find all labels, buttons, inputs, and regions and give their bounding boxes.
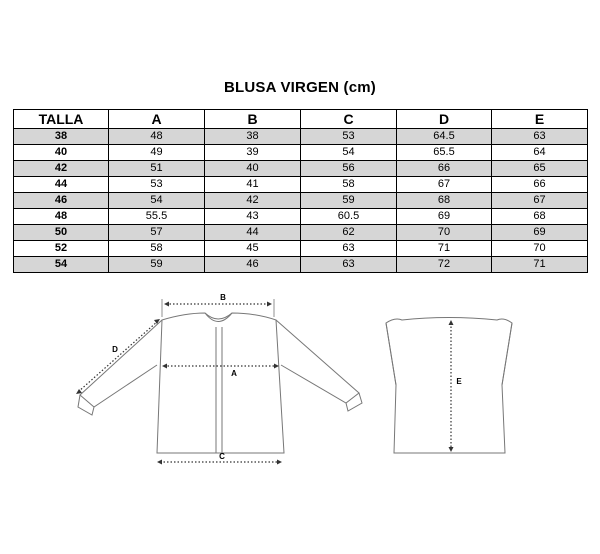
cell-a: 48 [109, 129, 205, 145]
cell-e: 65 [492, 161, 588, 177]
table-row [14, 129, 588, 145]
cell-d: 65.5 [397, 145, 492, 161]
cell-e: 71 [492, 257, 588, 273]
cell-a: 59 [109, 257, 205, 273]
cell-talla: 46 [14, 193, 109, 209]
cell-c: 59 [301, 193, 397, 209]
cell-a: 58 [109, 241, 205, 257]
cell-talla: 42 [14, 161, 109, 177]
cell-e: 63 [492, 129, 588, 145]
cell-e: 68 [492, 209, 588, 225]
table-row [14, 161, 588, 177]
cell-d: 71 [397, 241, 492, 257]
cell-b: 38 [205, 129, 301, 145]
cell-d: 67 [397, 177, 492, 193]
header-talla: TALLA [14, 110, 109, 129]
cell-a: 53 [109, 177, 205, 193]
cell-c: 53 [301, 129, 397, 145]
cell-b: 41 [205, 177, 301, 193]
cell-b: 44 [205, 225, 301, 241]
label-d: D [112, 345, 118, 354]
cell-talla: 52 [14, 241, 109, 257]
measure-d-line [78, 321, 158, 392]
cell-talla: 38 [14, 129, 109, 145]
size-table [13, 109, 588, 273]
header-a: A [109, 110, 205, 129]
cell-d: 68 [397, 193, 492, 209]
cell-e: 67 [492, 193, 588, 209]
blouse-front-drawing [78, 313, 362, 453]
cell-d: 64.5 [397, 129, 492, 145]
cell-a: 55.5 [109, 209, 205, 225]
table-header-row [14, 110, 588, 129]
cell-b: 45 [205, 241, 301, 257]
cell-e: 69 [492, 225, 588, 241]
table-row [14, 177, 588, 193]
cell-a: 54 [109, 193, 205, 209]
table-row [14, 193, 588, 209]
cell-b: 42 [205, 193, 301, 209]
cell-c: 63 [301, 241, 397, 257]
cell-e: 64 [492, 145, 588, 161]
cell-a: 57 [109, 225, 205, 241]
cell-c: 63 [301, 257, 397, 273]
table-row [14, 257, 588, 273]
cell-talla: 54 [14, 257, 109, 273]
cell-b: 40 [205, 161, 301, 177]
cell-d: 70 [397, 225, 492, 241]
cell-a: 49 [109, 145, 205, 161]
label-e: E [456, 377, 462, 386]
table-row [14, 241, 588, 257]
label-b: B [220, 293, 226, 302]
cell-c: 56 [301, 161, 397, 177]
cell-c: 60.5 [301, 209, 397, 225]
header-b: B [205, 110, 301, 129]
cell-b: 39 [205, 145, 301, 161]
cell-talla: 50 [14, 225, 109, 241]
cell-d: 72 [397, 257, 492, 273]
cell-e: 70 [492, 241, 588, 257]
label-a: A [231, 369, 237, 378]
blouse-back-drawing [386, 318, 512, 454]
cell-talla: 48 [14, 209, 109, 225]
cell-e: 66 [492, 177, 588, 193]
cell-b: 43 [205, 209, 301, 225]
cell-c: 62 [301, 225, 397, 241]
header-d: D [397, 110, 492, 129]
cell-b: 46 [205, 257, 301, 273]
table-row [14, 209, 588, 225]
cell-talla: 40 [14, 145, 109, 161]
garment-diagram [0, 285, 600, 465]
cell-talla: 44 [14, 177, 109, 193]
header-e: E [492, 110, 588, 129]
cell-a: 51 [109, 161, 205, 177]
cell-d: 69 [397, 209, 492, 225]
cell-c: 58 [301, 177, 397, 193]
table-row [14, 225, 588, 241]
chart-title: BLUSA VIRGEN (cm) [223, 79, 377, 96]
label-c: C [219, 452, 225, 461]
header-c: C [301, 110, 397, 129]
cell-d: 66 [397, 161, 492, 177]
table-row [14, 145, 588, 161]
cell-c: 54 [301, 145, 397, 161]
